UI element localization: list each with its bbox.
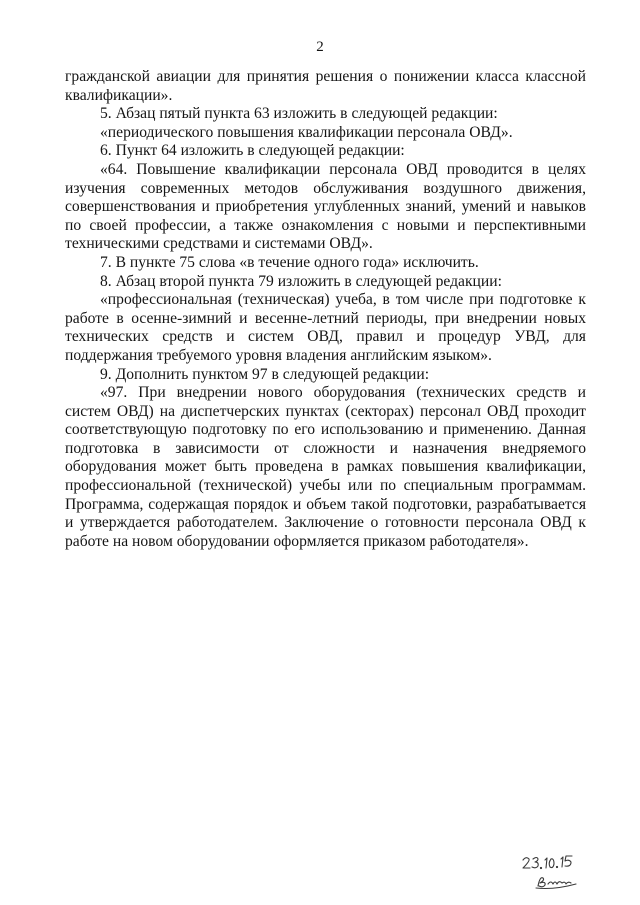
paragraph-item-8-quote: «профессиональная (техническая) учеба, в том числе при подготовке к работе в осенне-зимний и весенне-летний периоды, при внедрении новых технических средств и систем ОВД, правил и процедур УВД, для поддержания требуемого уровня владения английским языком».: [65, 291, 586, 364]
handwritten-signature-note: [520, 852, 600, 892]
paragraph-item-7: 7. В пункте 75 слова «в течение одного года» исключить.: [100, 253, 479, 271]
body-text: [65, 68, 586, 551]
paragraph-item-5-quote: «периодического повышения квалификации персонала ОВД».: [100, 123, 513, 141]
paragraph-item-9: 9. Дополнить пунктом 97 в следующей редакции:: [100, 365, 430, 383]
paragraph-item-8: 8. Абзац второй пункта 79 изложить в следующей редакции:: [100, 272, 502, 290]
paragraph-continuation: гражданской авиации для принятия решения о понижении класса классной квалификации».: [65, 68, 586, 104]
paragraph-item-6-quote: «64. Повышение квалификации персонала ОВД проводится в целях изучения современных методов обслуживания воздушного движения, совершенствования и приобретения углубленных знаний, умений и навыков по своей профессии, а также ознакомления с новыми и перспективными техническими средствами и системами ОВД».: [65, 160, 586, 253]
paragraph-item-5: 5. Абзац пятый пункта 63 изложить в следующей редакции:: [100, 105, 498, 123]
page-number: 2: [316, 39, 324, 55]
paragraph-item-9-quote: «97. При внедрении нового оборудования (технических средств и систем ОВД) на диспетчерских пунктах (секторах) персонал ОВД проходит соответствующую подготовку по его использованию и применению. Данная подготовка в зависимости от сложности и назначения внедряемого оборудования может быть проведена в рамках повышения квалификации, профессиональной (технической) учебы или по специальным программам. Программа, содержащая порядок и объем такой подготовки, разрабатывается и утверждается работодателем. Заключение о готовности персонала ОВД к работе на новом оборудовании оформляется приказом работодателя».: [65, 384, 586, 550]
paragraph-item-6: 6. Пункт 64 изложить в следующей редакции:: [100, 142, 405, 160]
